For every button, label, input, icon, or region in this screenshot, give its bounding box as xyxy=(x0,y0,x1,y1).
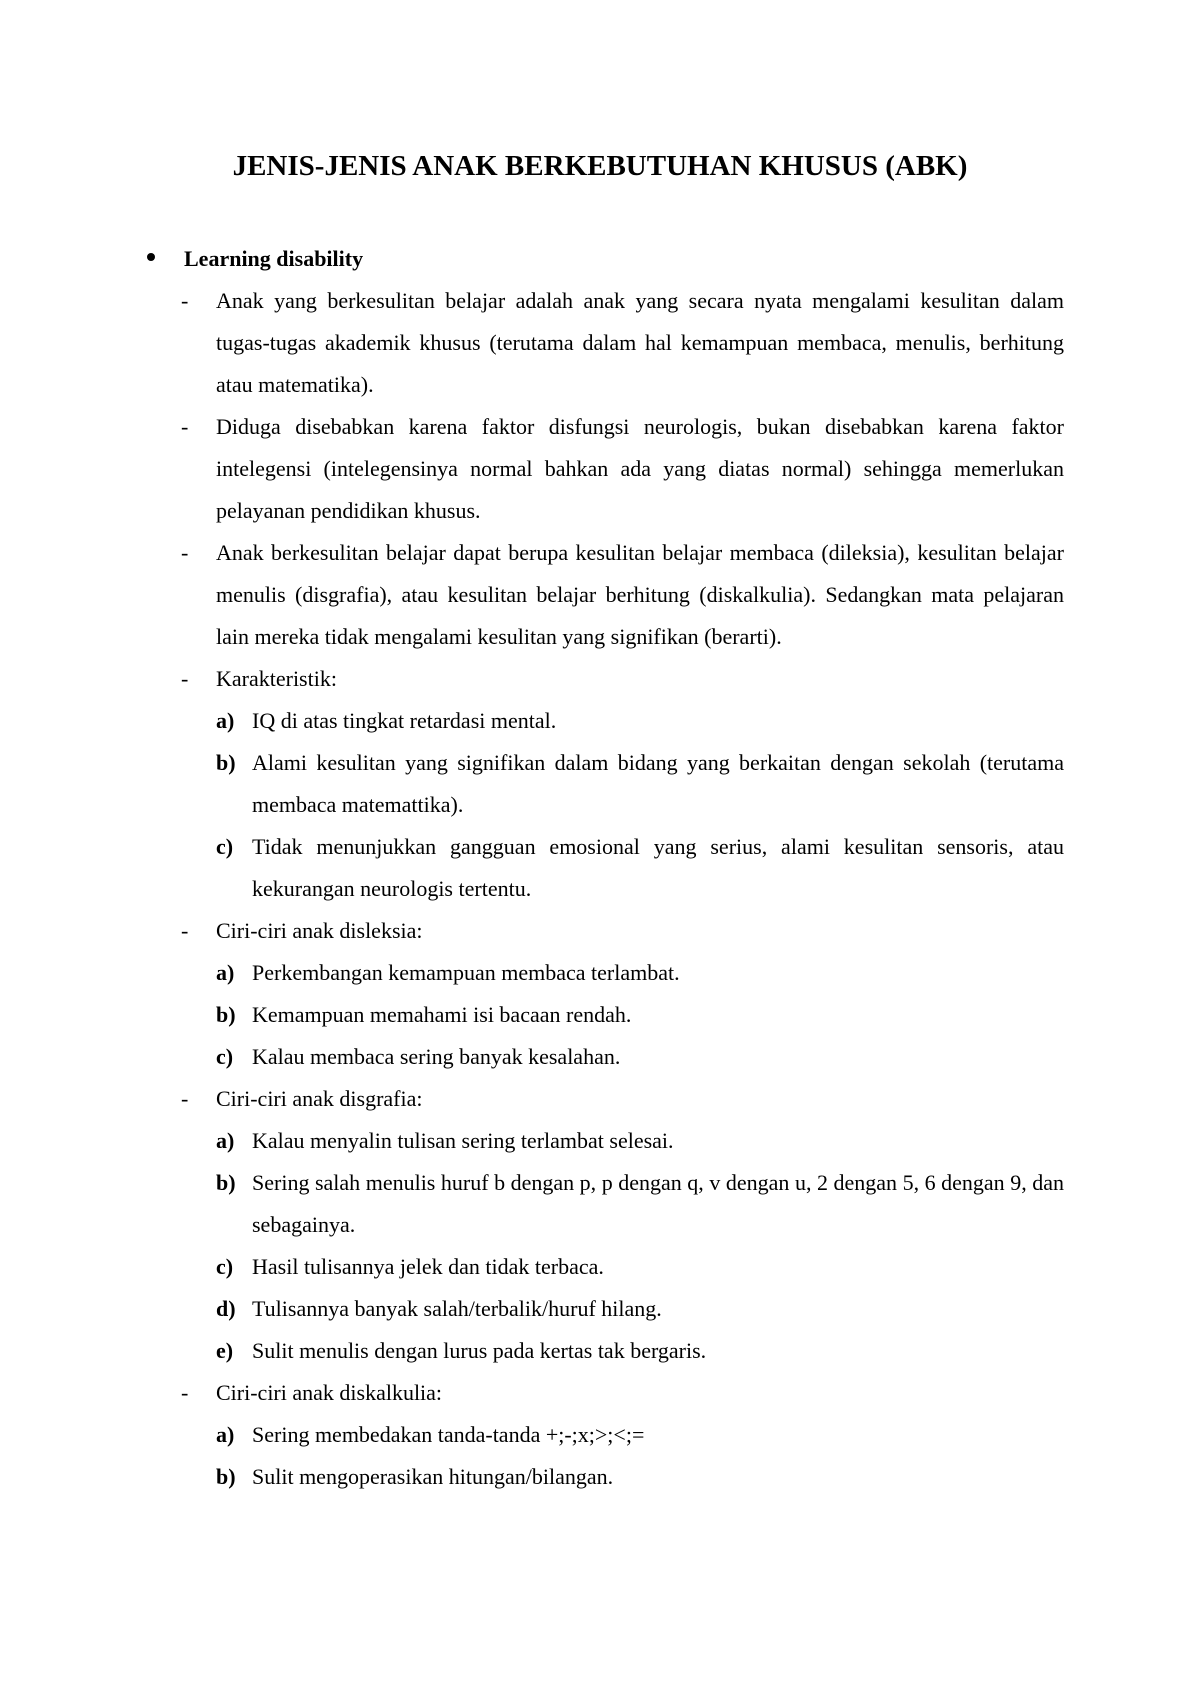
list-item xyxy=(144,532,1064,658)
list-item-disgrafia xyxy=(144,1078,1064,1120)
sub-list-item xyxy=(144,1162,1064,1246)
section-heading-text: Learning disability xyxy=(184,246,364,271)
sub-item-text: IQ di atas tingkat retardasi mental. xyxy=(252,708,557,733)
dash-marker: - xyxy=(181,918,189,943)
list-item-text: Anak berkesulitan belajar dapat berupa kesulitan belajar membaca (dileksia), kesulitan belajar menulis (disgrafia), atau kesulitan belajar berhitung (diskalkulia). Sedangkan mata pelajaran lain mereka tidak mengalami kesulitan yang signifikan (berarti). xyxy=(216,540,1064,649)
list-item-diskalkulia xyxy=(144,1372,1064,1414)
list-item-text: Anak yang berkesulitan belajar adalah anak yang secara nyata mengalami kesulitan dalam tugas-tugas akademik khusus (terutama dalam hal kemampuan membaca, menulis, berhitung atau matematika). xyxy=(216,288,1064,397)
list-item xyxy=(144,406,1064,532)
section-heading xyxy=(144,238,1064,280)
dash-marker: - xyxy=(181,666,189,691)
sub-item-marker: a) xyxy=(216,1422,235,1447)
sub-list-item xyxy=(144,1036,1064,1078)
list-item-text: Ciri-ciri anak disgrafia: xyxy=(216,1086,423,1111)
dash-marker: - xyxy=(181,1380,189,1405)
sub-list-item xyxy=(144,952,1064,994)
sub-item-marker: b) xyxy=(216,1464,236,1489)
bullet-icon xyxy=(147,253,155,261)
sub-list-item xyxy=(144,1414,1064,1456)
sub-item-text: Sulit mengoperasikan hitungan/bilangan. xyxy=(252,1464,614,1489)
sub-item-marker: e) xyxy=(216,1338,234,1363)
sub-item-text: Alami kesulitan yang signifikan dalam bidang yang berkaitan dengan sekolah (terutama membaca matemattika). xyxy=(252,750,1064,817)
list-item xyxy=(144,280,1064,406)
sub-item-text: Hasil tulisannya jelek dan tidak terbaca. xyxy=(252,1254,604,1279)
sub-list-item xyxy=(144,1456,1064,1498)
section-learning-disability xyxy=(144,238,1064,1498)
dash-marker: - xyxy=(181,540,189,565)
list-item-karakteristik xyxy=(144,658,1064,700)
sub-item-text: Kemampuan memahami isi bacaan rendah. xyxy=(252,1002,632,1027)
list-item-text: Karakteristik: xyxy=(216,666,337,691)
sub-list-item xyxy=(144,1246,1064,1288)
sub-list-item xyxy=(144,1120,1064,1162)
sub-item-text: Perkembangan kemampuan membaca terlambat. xyxy=(252,960,680,985)
sub-list-item xyxy=(144,700,1064,742)
sub-item-text: Sering membedakan tanda-tanda +;-;x;>;<;= xyxy=(252,1422,645,1447)
sub-item-text: Sering salah menulis huruf b dengan p, p dengan q, v dengan u, 2 dengan 5, 6 dengan 9, dan sebagainya. xyxy=(252,1170,1064,1237)
sub-item-text: Kalau menyalin tulisan sering terlambat selesai. xyxy=(252,1128,674,1153)
sub-item-marker: a) xyxy=(216,1128,235,1153)
sub-item-marker: c) xyxy=(216,1044,234,1069)
sub-item-marker: a) xyxy=(216,960,235,985)
document-title: JENIS-JENIS ANAK BERKEBUTUHAN KHUSUS (ABK) xyxy=(232,150,968,182)
sub-list-item xyxy=(144,1330,1064,1372)
sub-list-item xyxy=(144,1288,1064,1330)
sub-item-marker: b) xyxy=(216,1170,236,1195)
sub-item-text: Tulisannya banyak salah/terbalik/huruf hilang. xyxy=(252,1296,662,1321)
sub-item-marker: c) xyxy=(216,1254,234,1279)
sub-item-marker: b) xyxy=(216,1002,236,1027)
sub-list-item xyxy=(144,826,1064,910)
sub-item-marker: a) xyxy=(216,708,235,733)
sub-item-marker: b) xyxy=(216,750,236,775)
sub-item-marker: c) xyxy=(216,834,234,859)
sub-item-text: Kalau membaca sering banyak kesalahan. xyxy=(252,1044,621,1069)
sub-list-item xyxy=(144,742,1064,826)
dash-marker: - xyxy=(181,414,189,439)
sub-item-marker: d) xyxy=(216,1296,236,1321)
list-item-text: Ciri-ciri anak diskalkulia: xyxy=(216,1380,443,1405)
dash-marker: - xyxy=(181,288,189,313)
sub-item-text: Tidak menunjukkan gangguan emosional yang serius, alami kesulitan sensoris, atau kekurangan neurologis tertentu. xyxy=(252,834,1064,901)
sub-item-text: Sulit menulis dengan lurus pada kertas tak bergaris. xyxy=(252,1338,707,1363)
sub-list-item xyxy=(144,994,1064,1036)
list-item-disleksia xyxy=(144,910,1064,952)
list-item-text: Ciri-ciri anak disleksia: xyxy=(216,918,423,943)
dash-marker: - xyxy=(181,1086,189,1111)
list-item-text: Diduga disebabkan karena faktor disfungsi neurologis, bukan disebabkan karena faktor intelegensi (intelegensinya normal bahkan ada yang diatas normal) sehingga memerlukan pelayanan pendidikan khusus. xyxy=(216,414,1064,523)
